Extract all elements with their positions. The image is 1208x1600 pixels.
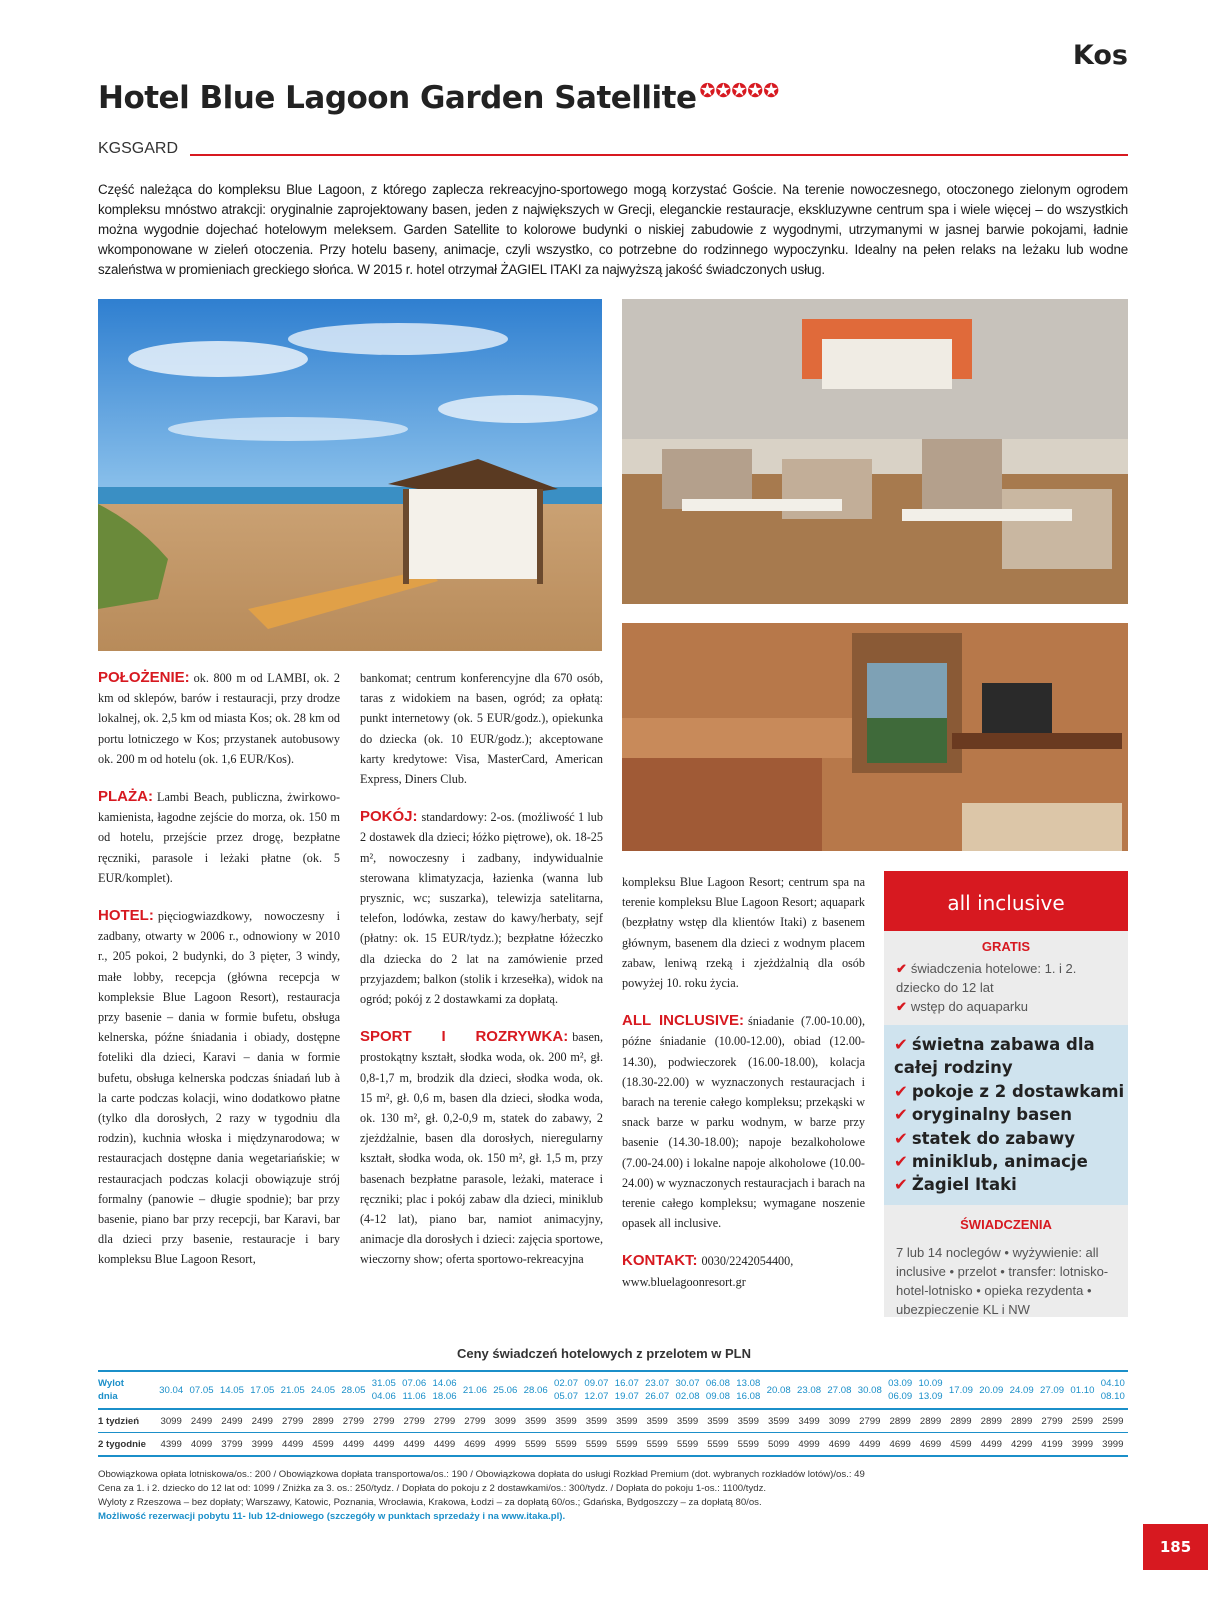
price-cell: 2799 <box>1037 1409 1067 1433</box>
section-heading: PLAŻA: <box>98 788 153 806</box>
highlight-item: ✔ świetna zabawa dla całej rodziny <box>894 1035 1095 1078</box>
departure-date: 23.07 26.07 <box>642 1371 672 1409</box>
section-heading: HOTEL: <box>98 907 154 925</box>
price-cell: 3999 <box>1098 1433 1128 1457</box>
departure-date: 04.10 08.10 <box>1098 1371 1128 1409</box>
price-cell: 2799 <box>278 1409 308 1433</box>
price-cell: 3499 <box>794 1409 824 1433</box>
departure-date: 28.05 <box>338 1371 368 1409</box>
price-cell: 3599 <box>642 1409 672 1433</box>
gratis-item: ✔ wstęp do aquaparku <box>896 999 1028 1014</box>
departure-date: 21.06 <box>460 1371 490 1409</box>
check-icon: ✔ <box>894 1152 908 1172</box>
departure-date: 07.06 11.06 <box>399 1371 429 1409</box>
departure-date: 02.07 05.07 <box>551 1371 581 1409</box>
departure-date: 24.05 <box>308 1371 338 1409</box>
section-text: ok. 800 m od LAMBI, ok. 2 km od sklepów, barów i restauracji, przy drodze lokalnej, ok. 2,5 km od miasta Kos; ok. 28 km od portu lotniczego w Kos; przystanek autobusowy ok. 200 m od hotelu (ok. 1,6 EUR/Kos). <box>98 671 340 766</box>
gratis-item: ✔ świadczenia hotelowe: 1. i 2. dziecko do 12 lat <box>896 961 1077 995</box>
section-allinclusive <box>622 1011 865 1233</box>
price-cell: 2899 <box>976 1409 1006 1433</box>
departure-date: 09.07 12.07 <box>581 1371 611 1409</box>
price-cell: 2899 <box>915 1409 945 1433</box>
price-row <box>98 1409 1128 1433</box>
price-cell: 3599 <box>764 1409 794 1433</box>
price-cell: 2899 <box>946 1409 976 1433</box>
price-cell: 5599 <box>642 1433 672 1457</box>
footnote-booking-info: Możliwość rezerwacji pobytu 11- lub 12-dniowego (szczegóły w punktach sprzedaży i na www.itaka.pl). <box>98 1511 566 1522</box>
price-table <box>98 1370 1128 1457</box>
highlight-item: ✔ Żagiel Itaki <box>894 1175 1017 1195</box>
price-cell: 2499 <box>186 1409 216 1433</box>
footnote-line: Obowiązkowa opłata lotniskowa/os.: 200 / Obowiązkowa dopłata transportowa/os.: 190 / Obowiązkowa dopłata do usługi Rozkład Premium (dot. wybranych rozkładów lotów)/os.: 49 <box>98 1469 865 1480</box>
price-cell: 2899 <box>308 1409 338 1433</box>
price-cell: 4699 <box>885 1433 915 1457</box>
price-cell: 3599 <box>551 1409 581 1433</box>
departure-date: 30.04 <box>156 1371 186 1409</box>
section-heading: SPORT I ROZRYWKA: <box>360 1028 569 1046</box>
check-icon: ✔ <box>894 1081 908 1101</box>
section-hotel-continued: bankomat; centrum konferencyjne dla 670 osób, taras z widokiem na basen, ogród; za opłatą: punkt internetowy (ok. 5 EUR/godz.), opiekunka do dziecka (ok. 10 EUR/godz.); akceptowane karty kredytowe: Visa, MasterCard, American Express, Diners Club. <box>360 671 603 787</box>
title-divider <box>190 154 1128 156</box>
departure-date: 23.08 <box>794 1371 824 1409</box>
departure-date: 30.07 02.08 <box>672 1371 702 1409</box>
departure-date: 31.05 04.06 <box>369 1371 399 1409</box>
price-cell: 5599 <box>521 1433 551 1457</box>
star-rating-icons: ✪✪✪✪✪ <box>699 80 780 102</box>
gratis-label: GRATIS <box>981 939 1031 954</box>
price-cell: 3599 <box>672 1409 702 1433</box>
price-cell: 2599 <box>1067 1409 1097 1433</box>
departure-date: 01.10 <box>1067 1371 1097 1409</box>
price-cell: 2799 <box>338 1409 368 1433</box>
check-icon: ✔ <box>894 1175 908 1195</box>
highlight-item: ✔ pokoje z 2 dostawkami <box>894 1081 1125 1101</box>
price-cell: 4699 <box>460 1433 490 1457</box>
footnote-line: Wyloty z Rzeszowa – bez dopłaty; Warszawy, Katowic, Poznania, Wrocławia, Krakowa, Łodzi – za dopłatą 60/os.; Gdańska, Bydgoszczy – za dopłatą 80/os. <box>98 1497 762 1508</box>
departure-date: 17.05 <box>247 1371 277 1409</box>
price-cell: 3099 <box>490 1409 520 1433</box>
text-column-2 <box>360 668 603 1288</box>
section-hotel <box>98 906 340 1270</box>
price-cell: 3999 <box>1067 1433 1097 1457</box>
region-label: Kos <box>1072 40 1128 71</box>
price-cell: 4599 <box>946 1433 976 1457</box>
check-icon: ✔ <box>896 999 907 1014</box>
text-column-3 <box>622 872 865 1310</box>
price-cell: 4499 <box>338 1433 368 1457</box>
section-kontakt <box>622 1251 865 1291</box>
section-sport <box>360 1027 603 1269</box>
swiadczenia-label: ŚWIADCZENIA <box>960 1217 1052 1232</box>
section-heading: ALL INCLUSIVE: <box>622 1012 745 1030</box>
departure-date: 13.08 16.08 <box>733 1371 763 1409</box>
check-icon: ✔ <box>894 1128 908 1148</box>
price-cell: 2799 <box>855 1409 885 1433</box>
price-cell: 3599 <box>703 1409 733 1433</box>
price-cell: 4499 <box>429 1433 459 1457</box>
price-cell: 5599 <box>612 1433 642 1457</box>
price-cell: 4999 <box>794 1433 824 1457</box>
price-cell: 3599 <box>733 1409 763 1433</box>
price-cell: 2899 <box>885 1409 915 1433</box>
section-heading: POKÓJ: <box>360 808 418 826</box>
price-cell: 4499 <box>976 1433 1006 1457</box>
section-text: 0030/2242054400, www.bluelagoonresort.gr <box>622 1254 794 1289</box>
price-cell: 4499 <box>278 1433 308 1457</box>
text-column-1 <box>98 668 340 1288</box>
section-text: śniadanie (7.00-10.00), późne śniadanie (10.00-12.00), obiad (12.00-14.30), podwieczorek (16.00-18.00), kolacja (18.30-22.00) w wyznaczonych restauracjach i barach na terenie całego kompleksu; przekąski w snack barze w parku wodnym, w barze przy basenie (14.30-18.00); napoje bezalkoholowe (7.00-24.00) i lokalne napoje alkoholowe (10.00-24.00) w wyznaczonych restauracjach i barach na terenie całego kompleksu; wymagane noszenie opasek all inclusive. <box>622 1014 866 1231</box>
check-icon: ✔ <box>894 1035 908 1054</box>
footnote-line: Cena za 1. i 2. dziecko do 12 lat od: 1099 / Zniżka za 3. os.: 250/tydz. / Dopłata do pokoju z 2 dostawkami/os.: 300/tydz. / Dopłata do pokoju 1-os.: 1100/tydz. <box>98 1483 767 1494</box>
price-cell: 3999 <box>247 1433 277 1457</box>
price-cell: 3099 <box>156 1409 186 1433</box>
price-cell: 2799 <box>429 1409 459 1433</box>
price-cell: 5599 <box>733 1433 763 1457</box>
price-cell: 3599 <box>581 1409 611 1433</box>
price-cell: 2799 <box>460 1409 490 1433</box>
price-cell: 4499 <box>855 1433 885 1457</box>
intro-paragraph: Część należąca do kompleksu Blue Lagoon, z którego zaplecza rekreacyjno-sportowego mogą korzystać Goście. Na terenie nowoczesnego, otoczonego zielonym ogrodem kompleksu mnóstwo atrakcji: oryginalnie zaprojektowany basen, jeden z największych w Grecji, eleganckie restauracje, ekskluzywne centrum spa i wiele więcej – do wszystkich można wygodnie dojechać hotelowym meleksem. Garden Satellite to kolorowe budynki o niskiej zabudowie z wygodnymi, utrzymanymi w jasnej barwie pokojami, ładnie wkomponowane w zieleń otoczenia. Przy hotelu baseny, animacje, czyli wszystko, co potrzebne do rodzinnego wypoczynku. Idealny na pełen relaks na leżaku lub wodne szaleństwa w promieniach greckiego słońca. W 2015 r. hotel otrzymał ŻAGIEL ITAKI za najwyższą jakość świadczonych usług. <box>98 182 1128 277</box>
price-table-title: Ceny świadczeń hotelowych z przelotem w PLN <box>456 1346 751 1361</box>
price-cell: 2899 <box>1007 1409 1037 1433</box>
section-heading: POŁOŻENIE: <box>98 669 190 686</box>
gratis-list <box>896 959 1122 1016</box>
price-cell: 5599 <box>551 1433 581 1457</box>
departure-date: 10.09 13.09 <box>915 1371 945 1409</box>
hotel-title <box>98 80 779 116</box>
price-cell: 2799 <box>399 1409 429 1433</box>
price-cell: 4699 <box>824 1433 854 1457</box>
price-cell: 3799 <box>217 1433 247 1457</box>
duration-label: 1 tydzień <box>98 1409 156 1433</box>
price-cell: 4199 <box>1037 1433 1067 1457</box>
price-cell: 4099 <box>186 1433 216 1457</box>
page-number: 185 <box>1143 1524 1208 1570</box>
departure-date: 06.08 09.08 <box>703 1371 733 1409</box>
highlights-panel <box>884 1025 1128 1205</box>
departure-date: 14.05 <box>217 1371 247 1409</box>
price-cell: 3099 <box>824 1409 854 1433</box>
price-cell: 4299 <box>1007 1433 1037 1457</box>
check-icon: ✔ <box>896 961 907 976</box>
price-header-row <box>98 1371 1128 1409</box>
section-text: basen, prostokątny kształt, słodka woda, ok. 200 m², gł. 0,8-1,7 m, brodzik dla dzieci, słodka woda, ok. 15 m², gł. 0,6 m, basen dla dzieci, słodka woda, ok. 130 m², gł. 0,2-0,9 m, statek do zabawy, 2 zjeżdżalnie, basen dla dorosłych, nieregularny kształt, słodka woda, ok. 150 m², gł. 1,5 m, przy basenach bezpłatne parasole, leżaki, materace i ręczniki; plac i pokój zabaw dla dzieci, miniklub (4-12 lat), piano bar, namiot animacyjny, animacje dla dorosłych i dzieci: zajęcia sportowe, wieczorny show; oferta sportowo-rekreacyjna <box>360 1030 603 1267</box>
price-cell: 3599 <box>521 1409 551 1433</box>
price-row <box>98 1433 1128 1457</box>
price-cell: 5599 <box>581 1433 611 1457</box>
departure-date: 14.06 18.06 <box>429 1371 459 1409</box>
price-cell: 5599 <box>703 1433 733 1457</box>
departure-date: 30.08 <box>855 1371 885 1409</box>
departure-date: 07.05 <box>186 1371 216 1409</box>
section-sport-continued: kompleksu Blue Lagoon Resort; centrum spa na terenie kompleksu Blue Lagoon Resort; aquapark (bezpłatny wstęp dla klientów Itaki) z basenem głównym, basenem dla dzieci z wodnym placem zabaw, leniwą rzeką i zjeżdżalnią dla osób powyżej 10. roku życia. <box>622 875 865 991</box>
price-cell: 5099 <box>764 1433 794 1457</box>
highlight-item: ✔ statek do zabawy <box>894 1128 1076 1148</box>
price-cell: 2499 <box>217 1409 247 1433</box>
photo-beach <box>98 299 602 651</box>
section-text: Lambi Beach, publiczna, żwirkowo-kamienista, łagodne zejście do morza, ok. 150 m od hotelu, przejście przez drogę, bezpłatne ręczniki, parasole i leżaki płatne (ok. 5 EUR/komplet). <box>98 790 340 885</box>
departure-date: 21.05 <box>278 1371 308 1409</box>
departure-date: 27.08 <box>824 1371 854 1409</box>
departure-date: 20.08 <box>764 1371 794 1409</box>
price-cell: 4399 <box>156 1433 186 1457</box>
hotel-name: Hotel Blue Lagoon Garden Satellite <box>98 80 697 116</box>
departure-date: 27.09 <box>1037 1371 1067 1409</box>
departure-label: Wylot dnia <box>98 1371 156 1409</box>
price-cell: 4999 <box>490 1433 520 1457</box>
section-heading: KONTAKT: <box>622 1252 698 1270</box>
highlights-list <box>894 1033 1128 1197</box>
departure-date: 28.06 <box>521 1371 551 1409</box>
highlight-item: ✔ oryginalny basen <box>894 1105 1073 1125</box>
section-text: standardowy: 2-os. (możliwość 1 lub 2 dostawek dla dzieci; łóżko piętrowe), ok. 18-25 m², nowoczesny i zadbany, indywidualnie sterowana klimatyzacja, łazienka (wanna lub prysznic, wc; suszarka), telewizja satelitarna, telefon, lodówka, zestaw do kawy/herbaty, sejf (płatny: ok. 15 EUR/tydz.); bezpłatne łóżeczko dla dziecka do 2 lat na zamówienie przed przyjazdem; balkon (stolik i krzesełka), widok na ogród; pokój z 2 dostawkami za dopłatą. <box>360 810 603 1007</box>
duration-label: 2 tygodnie <box>98 1433 156 1457</box>
departure-date: 25.06 <box>490 1371 520 1409</box>
price-cell: 3599 <box>612 1409 642 1433</box>
departure-date: 16.07 19.07 <box>612 1371 642 1409</box>
price-cell: 4699 <box>915 1433 945 1457</box>
departure-date: 20.09 <box>976 1371 1006 1409</box>
departure-date: 17.09 <box>946 1371 976 1409</box>
swiadczenia-text: 7 lub 14 noclegów • wyżywienie: all inclusive • przelot • transfer: lotnisko-hotel-lotnisko • opieka rezydenta • ubezpieczenie KL i NW <box>896 1245 1109 1317</box>
photo-bedroom <box>622 623 1128 851</box>
price-cell: 5599 <box>672 1433 702 1457</box>
price-cell: 2599 <box>1098 1409 1128 1433</box>
all-inclusive-title: all inclusive <box>884 871 1128 931</box>
price-cell: 4599 <box>308 1433 338 1457</box>
check-icon: ✔ <box>894 1105 908 1125</box>
price-cell: 4499 <box>369 1433 399 1457</box>
photo-restaurant <box>622 299 1128 604</box>
departure-date: 24.09 <box>1007 1371 1037 1409</box>
highlight-item: ✔ miniklub, animacje <box>894 1152 1088 1172</box>
price-cell: 4499 <box>399 1433 429 1457</box>
all-inclusive-box <box>884 871 1128 1317</box>
section-polozenie <box>98 668 340 769</box>
section-text: pięciogwiazdkowy, nowoczesny i zadbany, otwarty w 2006 r., odnowiony w 2010 r., 205 pokoi, 2 budynki, do 3 pięter, 3 windy, małe lobby, recepcja (główna recepcja w kompleksie Blue Lagoon Resort), restauracja przy basenie – dania w formie bufetu, obsługa kelnerska, późne śniadania i obiady, dostępne foteliki dla dzieci, Karavi – dania w formie bufetu, obsługa kelnerska podczas śniadań lub à la carte podczas kolacji, wino dodatkowo płatne (tylko dla dorosłych, 2 razy w tygodniu dla rodzin), kuchnia włoska i międzynarodowa; w restauracjach dostępne dania wegetariańskie; w restauracjach podczas kolacji obowiązuje strój formalny (panowie – długie spodnie); bar przy basenie, piano bar przy recepcji, bar Karavi, bar dla dzieci przy basenie, restauracje i bary kompleksu Blue Lagoon Resort, <box>98 909 340 1267</box>
section-plaza <box>98 787 340 888</box>
price-cell: 2499 <box>247 1409 277 1433</box>
section-pokoj <box>360 807 603 1009</box>
footnotes <box>98 1468 1128 1524</box>
offer-code: KGSGARD <box>98 140 179 157</box>
departure-date: 03.09 06.09 <box>885 1371 915 1409</box>
price-cell: 2799 <box>369 1409 399 1433</box>
